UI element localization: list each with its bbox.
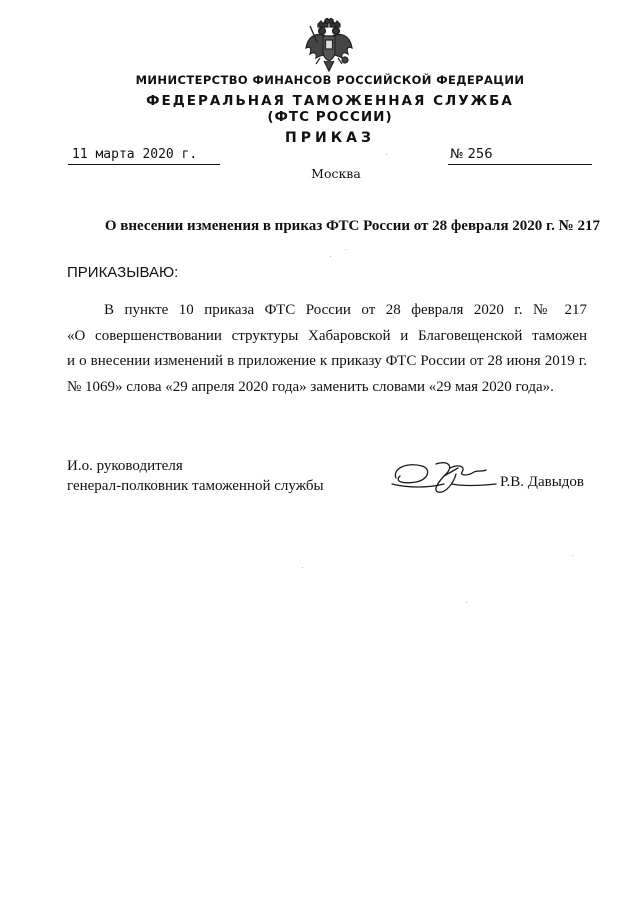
order-number: № 256 [448, 146, 592, 165]
body-line: и о внесении изменений в приложение к приказу ФТС России от 28 июня 2019 г. [67, 353, 587, 369]
document-type: ПРИКАЗ [285, 130, 375, 146]
scan-speck [330, 256, 331, 257]
scan-speck [572, 555, 573, 556]
order-verb: ПРИКАЗЫВАЮ: [67, 264, 179, 281]
scan-speck [345, 249, 346, 250]
service-abbreviation: (ФТС РОССИИ) [267, 109, 393, 125]
position-line: генерал-полковник таможенной службы [67, 478, 324, 494]
order-subject: О внесении изменения в приказ ФТС России от 28 февраля 2020 г. № 217 [104, 218, 600, 234]
scan-speck [466, 602, 467, 603]
ministry-name: МИНИСТЕРСТВО ФИНАНСОВ РОССИЙСКОЙ ФЕДЕРАЦИИ [135, 73, 525, 87]
issue-city: Москва [311, 166, 361, 181]
handwritten-signature-icon [388, 458, 500, 498]
signatory-position [67, 456, 324, 496]
service-name: ФЕДЕРАЛЬНАЯ ТАМОЖЕННАЯ СЛУЖБА [146, 93, 514, 109]
body-line: «О совершенствовании структуры Хабаровской и Благовещенской таможен [67, 327, 587, 344]
russian-coat-of-arms-icon [304, 18, 354, 74]
signer-name: Р.В. Давыдов [500, 474, 584, 490]
scan-speck [302, 567, 303, 568]
body-line: № 1069» слова «29 апреля 2020 года» заменить словами «29 мая 2020 года». [67, 378, 554, 395]
order-date: 11 марта 2020 г. [68, 146, 220, 165]
scan-speck [386, 154, 387, 155]
body-line: В пункте 10 приказа ФТС России от 28 февраля 2020 г. № 217 [104, 302, 587, 318]
position-line: И.о. руководителя [67, 458, 183, 474]
order-body [67, 298, 587, 400]
